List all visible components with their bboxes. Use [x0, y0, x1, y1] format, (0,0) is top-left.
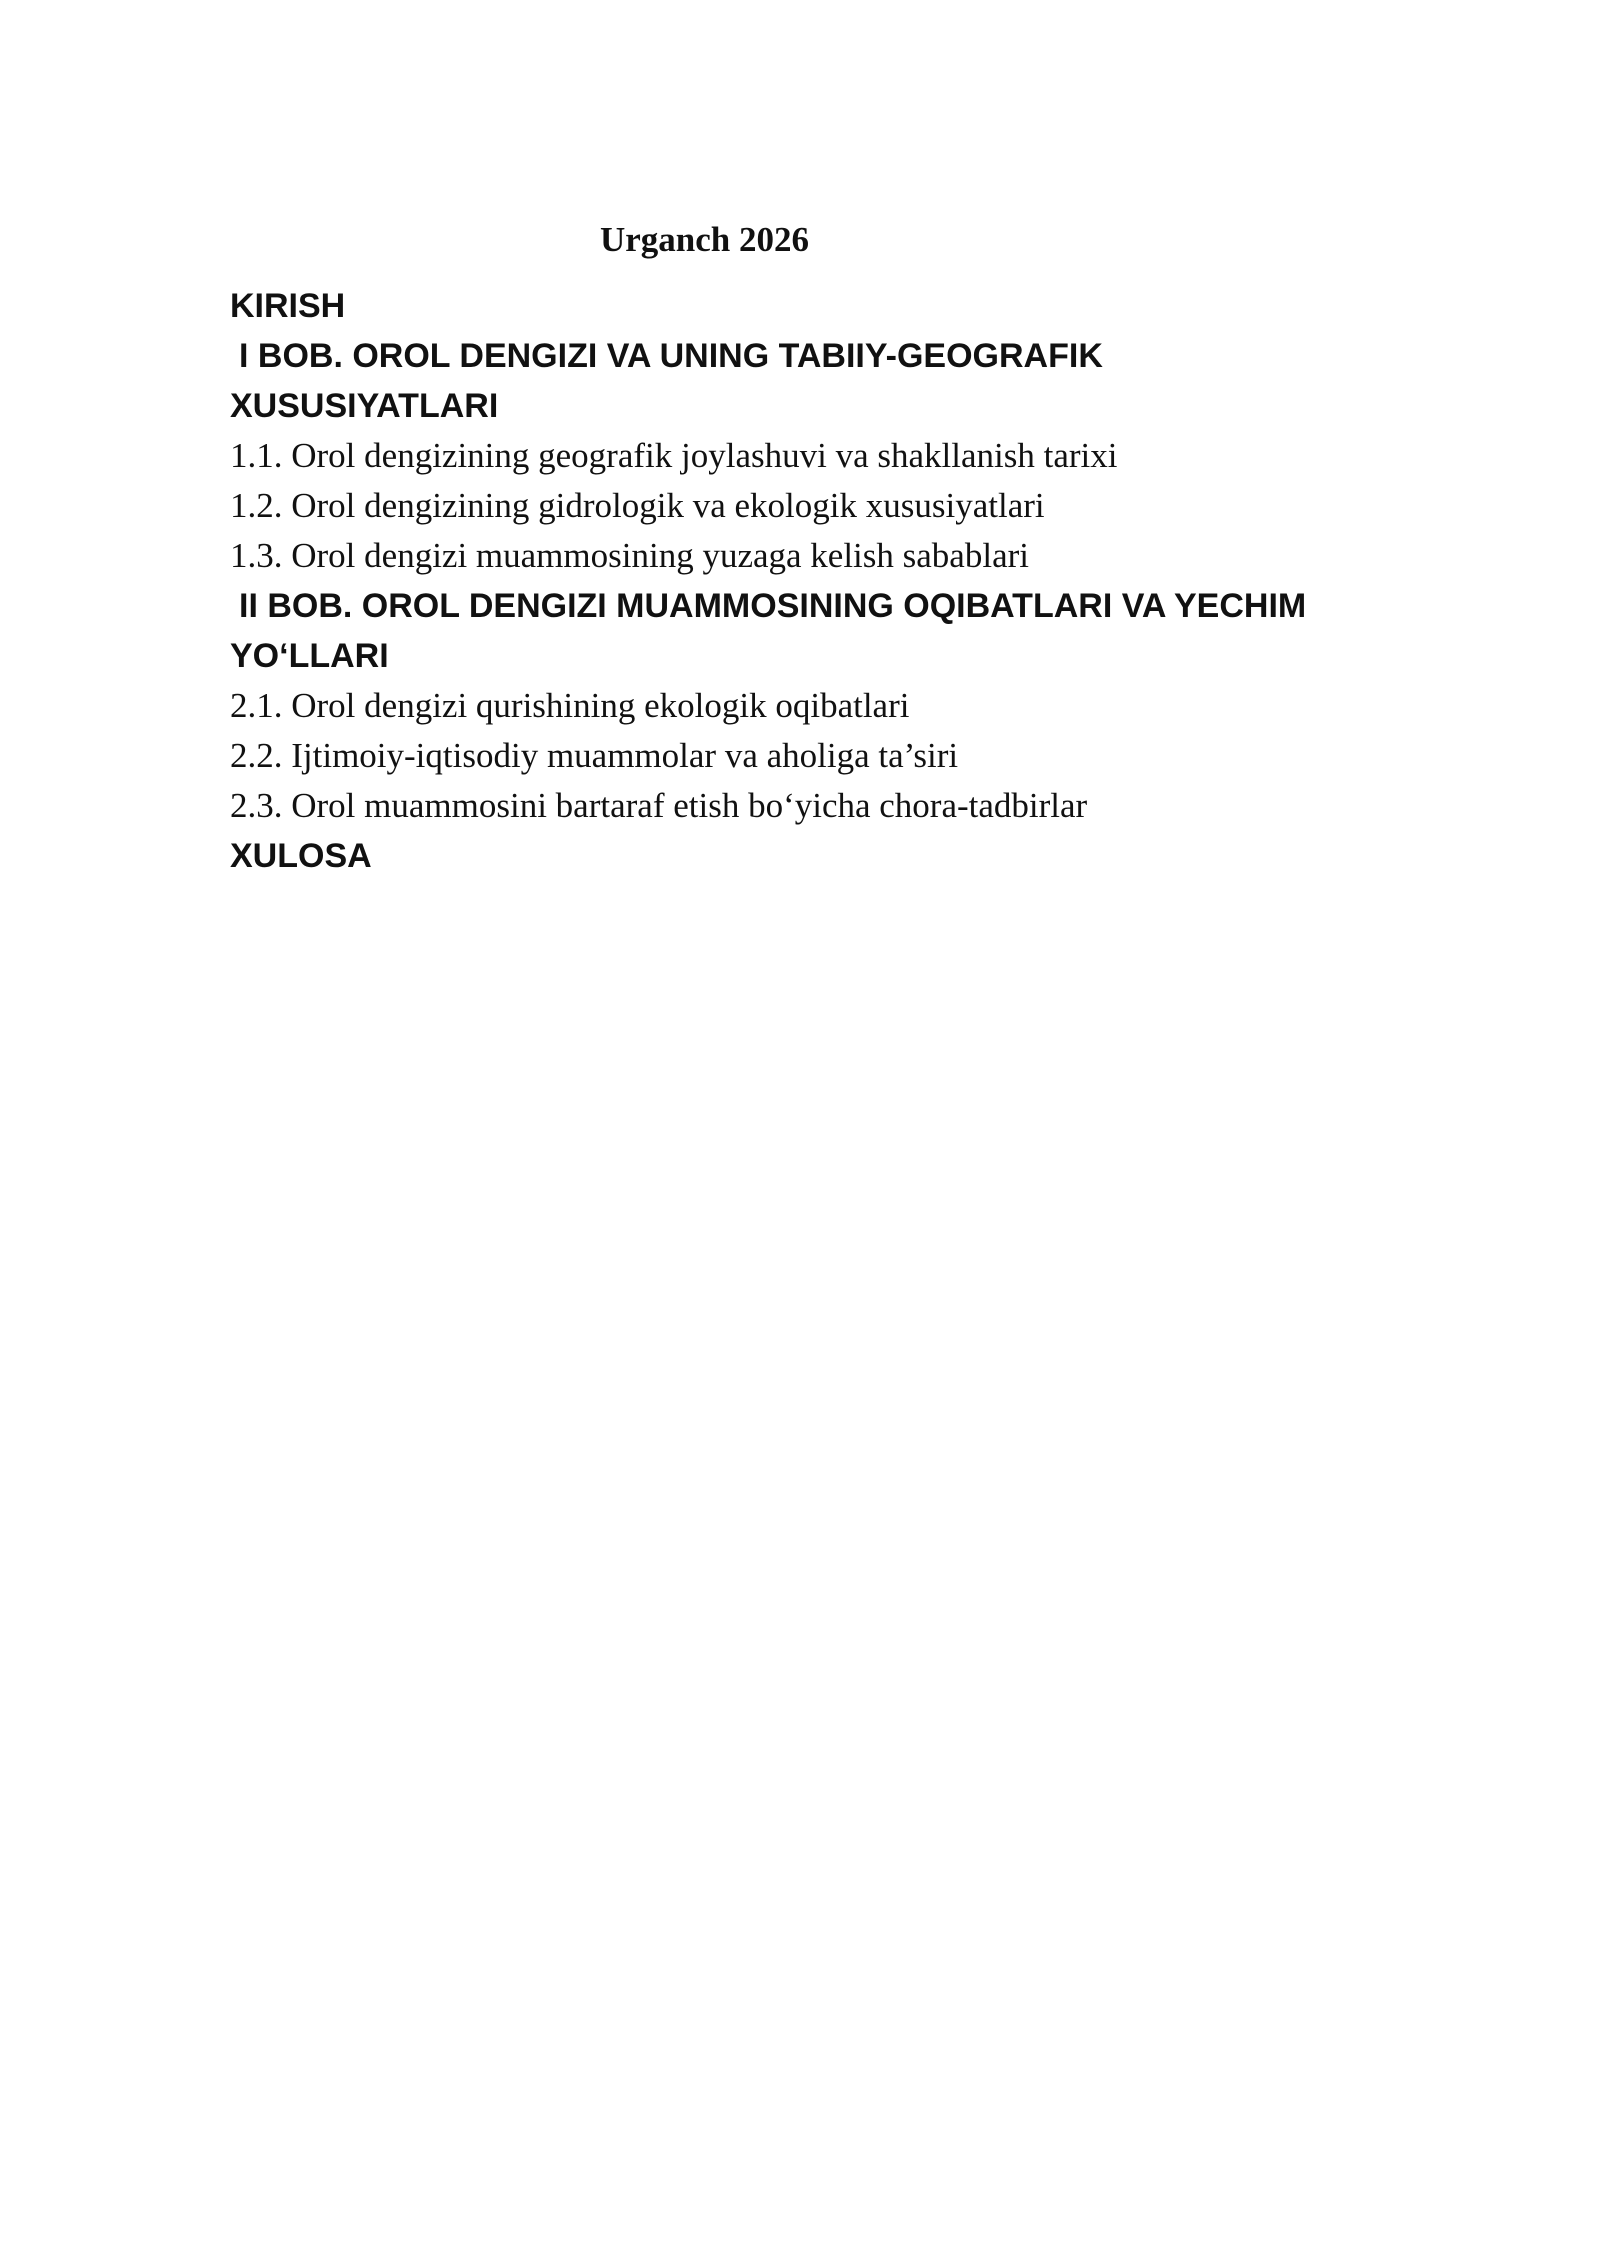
toc-section-2-2: 2.2. Ijtimoiy-iqtisodiy muammolar va aholiga ta’siri [230, 736, 959, 775]
city-year-heading: Urganch 2026 [600, 220, 810, 259]
toc-conclusion: XULOSA [230, 837, 372, 875]
toc-chapter2-title-line2: YO‘LLARI [230, 637, 389, 675]
toc-section-2-3: 2.3. Orol muammosini bartaraf etish bo‘yicha chora-tadbirlar [230, 786, 1088, 825]
toc-chapter1-title-line2: XUSUSIYATLARI [230, 387, 499, 425]
toc-introduction: KIRISH [230, 287, 346, 325]
toc-section-1-2: 1.2. Orol dengizining gidrologik va ekologik xususiyatlari [230, 486, 1045, 525]
toc-chapter2-title-line1: II BOB. OROL DENGIZI MUAMMOSINING OQIBATLARI VA YECHIM [239, 587, 1307, 625]
toc-chapter1-title-line1: I BOB. OROL DENGIZI VA UNING TABIIY-GEOGRAFIK [239, 337, 1103, 375]
toc-section-1-3: 1.3. Orol dengizi muammosining yuzaga kelish sabablari [230, 536, 1029, 575]
table-of-contents [230, 281, 1510, 881]
toc-section-2-1: 2.1. Orol dengizi qurishining ekologik oqibatlari [230, 686, 910, 725]
toc-section-1-1: 1.1. Orol dengizining geografik joylashuvi va shakllanish tarixi [230, 436, 1118, 475]
